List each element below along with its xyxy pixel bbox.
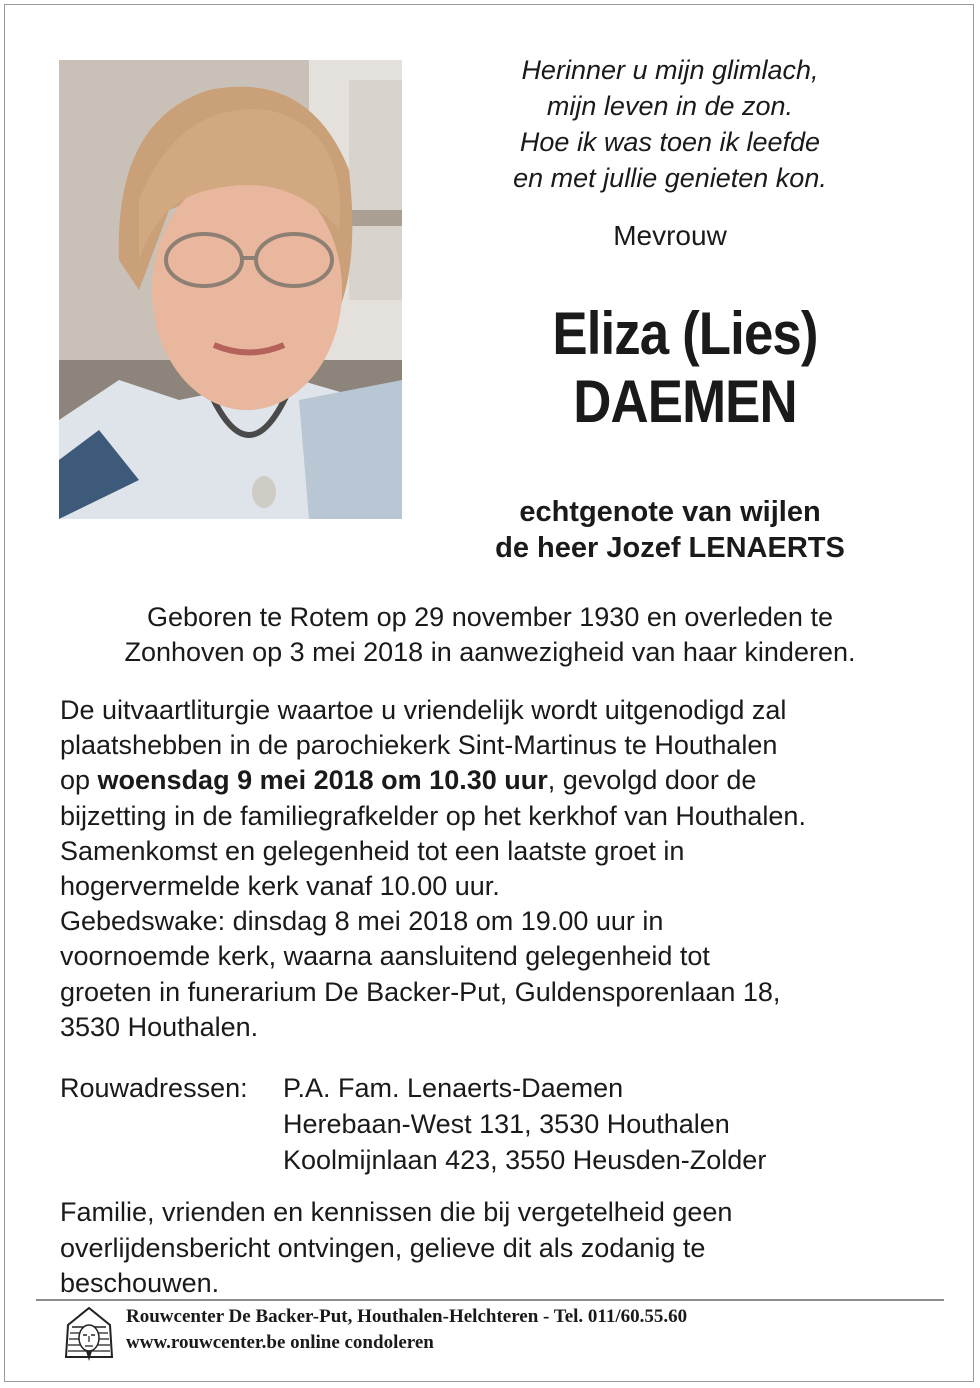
address-line: P.A. Fam. Lenaerts-Daemen: [283, 1073, 624, 1103]
poem-line: en met jullie genieten kon.: [513, 163, 827, 193]
funeral-line: plaatshebben in de parochiekerk Sint-Martinus te Houthalen: [60, 730, 778, 761]
funeral-line: bijzetting in de familiegrafkelder op het kerkhof van Houthalen.: [60, 800, 806, 831]
addresses-list: [283, 1070, 766, 1178]
funeral-text: op: [60, 765, 98, 796]
funeral-line-date: [60, 763, 940, 798]
last-name: DAEMEN: [573, 368, 797, 435]
funeral-date: woensdag 9 mei 2018 om 10.30 uur: [97, 765, 548, 796]
closing-line: overlijdensbericht ontvingen, gelieve dit als zodanig te: [60, 1232, 706, 1263]
spouse-line: de heer Jozef LENAERTS: [495, 532, 845, 564]
deceased-name: [469, 300, 900, 436]
funeral-line: hogervermelde kerk vanaf 10.00 uur.: [60, 871, 500, 902]
poem-line: mijn leven in de zon.: [546, 91, 794, 121]
funeral-text: , gevolgd door de: [547, 765, 757, 796]
funeral-line: De uitvaartliturgie waartoe u vriendelijk wordt uitgenodigd zal: [60, 695, 787, 725]
birth-death-info: [40, 600, 940, 670]
spouse-info: [440, 494, 900, 566]
birth-line: Geboren te Rotem op 29 november 1930 en overleden te: [147, 602, 833, 632]
funeral-line: Samenkomst en gelegenheid tot een laatste groet in: [60, 835, 685, 866]
wake-line: groeten in funerarium De Backer-Put, Guldensporenlaan 18,: [60, 976, 781, 1007]
wake-line: Gebedswake: dinsdag 8 mei 2018 om 19.00 uur in: [60, 906, 664, 937]
poem: [440, 52, 900, 196]
addresses-label: Rouwadressen:: [60, 1073, 248, 1103]
portrait-photo: [59, 60, 402, 519]
wake-line: voornoemde kerk, waarna aansluitend gelegenheid tot: [60, 941, 710, 972]
first-name: Eliza (Lies): [552, 300, 818, 367]
address-line: Herebaan-West 131, 3530 Houthalen: [283, 1109, 730, 1139]
wake-line: 3530 Houthalen.: [60, 1011, 259, 1042]
funeral-home-info: [126, 1304, 687, 1356]
closing-line: Familie, vrienden en kennissen die bij vergetelheid geen: [60, 1197, 733, 1227]
closing-note: [60, 1195, 940, 1302]
pharaoh-logo-icon: [60, 1305, 118, 1365]
spouse-line: echtgenote van wijlen: [519, 496, 821, 528]
funeral-home-website[interactable]: www.rouwcenter.be online condoleren: [126, 1332, 434, 1353]
poem-line: Hoe ik was toen ik leefde: [519, 127, 821, 157]
footer-divider: [36, 1299, 944, 1301]
address-line: Koolmijnlaan 423, 3550 Heusden-Zolder: [283, 1145, 767, 1175]
poem-line: Herinner u mijn glimlach,: [521, 55, 819, 85]
funeral-info: [60, 693, 940, 1045]
salutation: Mevrouw: [613, 220, 727, 251]
closing-line: beschouwen.: [60, 1268, 220, 1298]
funeral-home-contact: Rouwcenter De Backer-Put, Houthalen-Helchteren - Tel. 011/60.55.60: [126, 1306, 688, 1327]
birth-line: Zonhoven op 3 mei 2018 in aanwezigheid van haar kinderen.: [124, 637, 856, 667]
